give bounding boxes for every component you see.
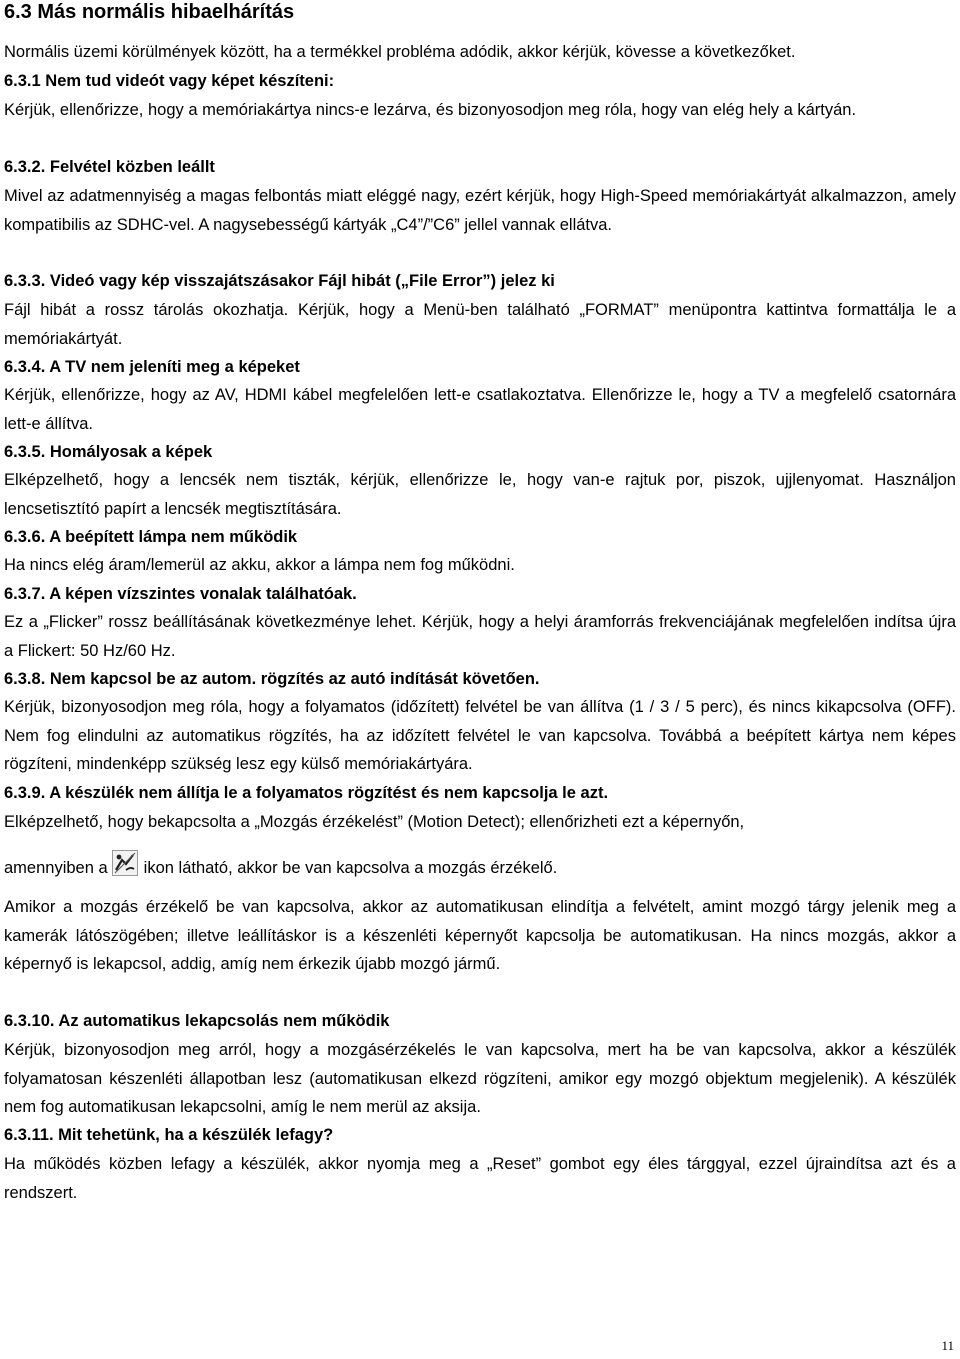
heading-6-3-6: 6.3.6. A beépített lámpa nem működik [4, 528, 298, 546]
body-6-3-4: Kérjük, ellenőrizze, hogy az AV, HDMI kábel megfelelően lett-e csatlakoztatva. Ellenőrizze le, hogy a TV a megfelelő csatornára lett-e állítva. [4, 386, 956, 433]
body-6-3-7: Ez a „Flicker” rossz beállításának következménye lehet. Kérjük, hogy a helyi áramforrás frekvenciájának megfelelően indítsa újra a Flickert: 50 Hz/60 Hz. [4, 613, 956, 660]
body-6-3-9-line1: Elképzelhető, hogy bekapcsolta a „Mozgás érzékelést” (Motion Detect); ellenőrizheti ezt a képernyőn, [4, 813, 745, 831]
heading-6-3-8: 6.3.8. Nem kapcsol be az autom. rögzítés az autó indítását követően. [4, 670, 540, 688]
body-6-3-10: Kérjük, bizonyosodjon meg arról, hogy a mozgásérzékelés le van kapcsolva, mert ha be van kapcsolva, akkor a készülék folyamatosan készenléti állapotban lesz (automatikusan elkezd rögzíteni, amikor egy mozgó objektum megjelenik). A készülék nem fog automatikusan lekapcsolni, amíg le nem merül az aksija. [4, 1041, 956, 1116]
heading-6-3-10: 6.3.10. Az automatikus lekapcsolás nem működik [4, 1012, 390, 1030]
motion-detect-icon [112, 850, 138, 876]
heading-6-3-7: 6.3.7. A képen vízszintes vonalak találhatóak. [4, 585, 357, 603]
heading-6-3-3: 6.3.3. Videó vagy kép visszajátszásakor Fájl hibát („File Error”) jelez ki [4, 272, 555, 290]
body-6-3-3: Fájl hibát a rossz tárolás okozhatja. Kérjük, hogy a Menü-ben található „FORMAT” menüpontra kattintva formattálja le a memóriakártyát. [4, 301, 956, 348]
heading-6-3-11: 6.3.11. Mit tehetünk, ha a készülék lefagy? [4, 1126, 334, 1144]
body-6-3-9-line2-end: ikon látható, akkor be van kapcsolva a mozgás érzékelő. [143, 859, 558, 877]
body-6-3-5: Elképzelhető, hogy a lencsék nem tiszták, kérjük, ellenőrizze le, hogy van-e rajtuk por, piszok, ujjlenyomat. Használjon lencsetisztító papírt a lencsék megtisztítására. [4, 471, 956, 518]
body-6-3-9-para2: Amikor a mozgás érzékelő be van kapcsolva, akkor az automatikusan elindítja a felvételt, amint mozgó tárgy jelenik meg a kamerák látószögében; illetve leállításkor is a készenléti képernyőt kapcsolja be automatikusan. Ha nincs mozgás, akkor a képernyő is lekapcsol, addig, amíg nem érkezik újabb mozgó jármű. [4, 898, 956, 973]
body-6-3-11: Ha működés közben lefagy a készülék, akkor nyomja meg a „Reset” gombot egy éles tárggyal, ezzel újraindítsa azt és a rendszert. [4, 1155, 956, 1202]
body-6-3-9-line2-start: amennyiben a [4, 859, 108, 877]
heading-6-3-5: 6.3.5. Homályosak a képek [4, 443, 213, 461]
page-number: 11 [941, 1338, 954, 1353]
heading-6-3-9: 6.3.9. A készülék nem állítja le a folyamatos rögzítést és nem kapcsolja le azt. [4, 784, 609, 802]
section-title: 6.3 Más normális hibaelhárítás [4, 1, 295, 23]
heading-6-3-2: 6.3.2. Felvétel közben leállt [4, 158, 215, 176]
heading-6-3-4: 6.3.4. A TV nem jeleníti meg a képeket [4, 358, 300, 376]
body-6-3-2: Mivel az adatmennyiség a magas felbontás miatt eléggé nagy, ezért kérjük, hogy High-Speed memóriakártyát alkalmazzon, amely kompatibilis az SDHC-vel. A nagysebességű kártyák „C4”/”C6” jellel vannak ellátva. [4, 187, 956, 234]
body-6-3-1: Kérjük, ellenőrizze, hogy a memóriakártya nincs-e lezárva, és bizonyosodjon meg róla, hogy van elég hely a kártyán. [4, 101, 857, 119]
heading-6-3-1: 6.3.1 Nem tud videót vagy képet készíteni: [4, 72, 335, 90]
body-6-3-6: Ha nincs elég áram/lemerül az akku, akkor a lámpa nem fog működni. [4, 556, 515, 574]
intro-text: Normális üzemi körülmények között, ha a termékkel probléma adódik, akkor kérjük, kövesse a következőket. [4, 43, 796, 61]
body-6-3-8: Kérjük, bizonyosodjon meg róla, hogy a folyamatos (időzített) felvétel be van állítva (1 / 3 / 5 perc), és nincs kikapcsolva (OFF). Nem fog elindulni az automatikus rögzítés, ha az időzített felvétel le van kapcsolva. Továbbá a beépített kártya nem képes rögzíteni, mindenképp szükség lesz egy külső memóriakártyára. [4, 698, 956, 773]
body-6-3-9-line2 [4, 850, 956, 883]
